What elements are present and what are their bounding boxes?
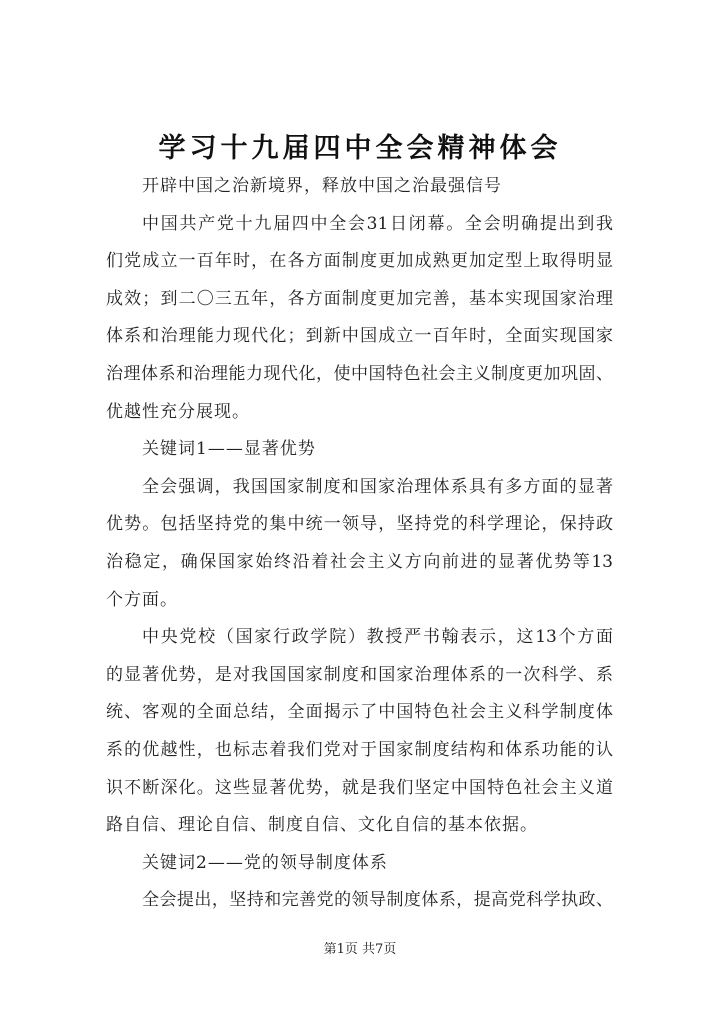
text-line: 优越性充分展现。 bbox=[106, 401, 250, 422]
text-line: 成效；到二〇三五年，各方面制度更加完善，基本实现国家治理 bbox=[106, 288, 613, 309]
text-line: 中国共产党十九届四中全会31日闭幕。全会明确提出到我 bbox=[142, 213, 613, 234]
text-line: 开辟中国之治新境界，释放中国之治最强信号 bbox=[142, 176, 502, 196]
text-line: 们党成立一百年时，在各方面制度更加成熟更加定型上取得明显 bbox=[106, 251, 613, 272]
text-line: 治稳定，确保国家始终沿着社会主义方向前进的显著优势等13 bbox=[106, 551, 613, 572]
text-line: 全会强调，我国国家制度和国家治理体系具有多方面的显著 bbox=[142, 476, 613, 497]
text-line: 统、客观的全面总结，全面揭示了中国特色社会主义科学制度体 bbox=[106, 702, 613, 723]
text-line: 关键词2——党的领导制度体系 bbox=[142, 852, 388, 873]
text-line: 体系和治理能力现代化；到新中国成立一百年时，全面实现国家 bbox=[106, 326, 613, 347]
text-line: 的显著优势，是对我国国家制度和国家治理体系的一次科学、系 bbox=[106, 664, 613, 685]
text-line: 优势。包括坚持党的集中统一领导，坚持党的科学理论，保持政 bbox=[106, 514, 613, 535]
text-line: 系的优越性，也标志着我们党对于国家制度结构和体系功能的认 bbox=[106, 739, 613, 760]
text-line: 个方面。 bbox=[106, 589, 178, 610]
document-title: 学习十九届四中全会精神体会 bbox=[158, 133, 562, 164]
text-line: 路自信、理论自信、制度自信、文化自信的基本依据。 bbox=[106, 815, 538, 836]
text-line: 全会提出，坚持和完善党的领导制度体系，提高党科学执政、 bbox=[142, 890, 613, 911]
text-line: 中央党校（国家行政学院）教授严书翰表示，这13个方面 bbox=[142, 627, 613, 648]
text-line: 关键词1——显著优势 bbox=[142, 439, 316, 460]
text-line: 识不断深化。这些显著优势，就是我们坚定中国特色社会主义道 bbox=[106, 777, 613, 798]
text-line: 治理体系和治理能力现代化，使中国特色社会主义制度更加巩固、 bbox=[106, 363, 613, 384]
page-footer: 第1页 共7页 bbox=[323, 942, 397, 957]
document-body bbox=[106, 168, 613, 920]
